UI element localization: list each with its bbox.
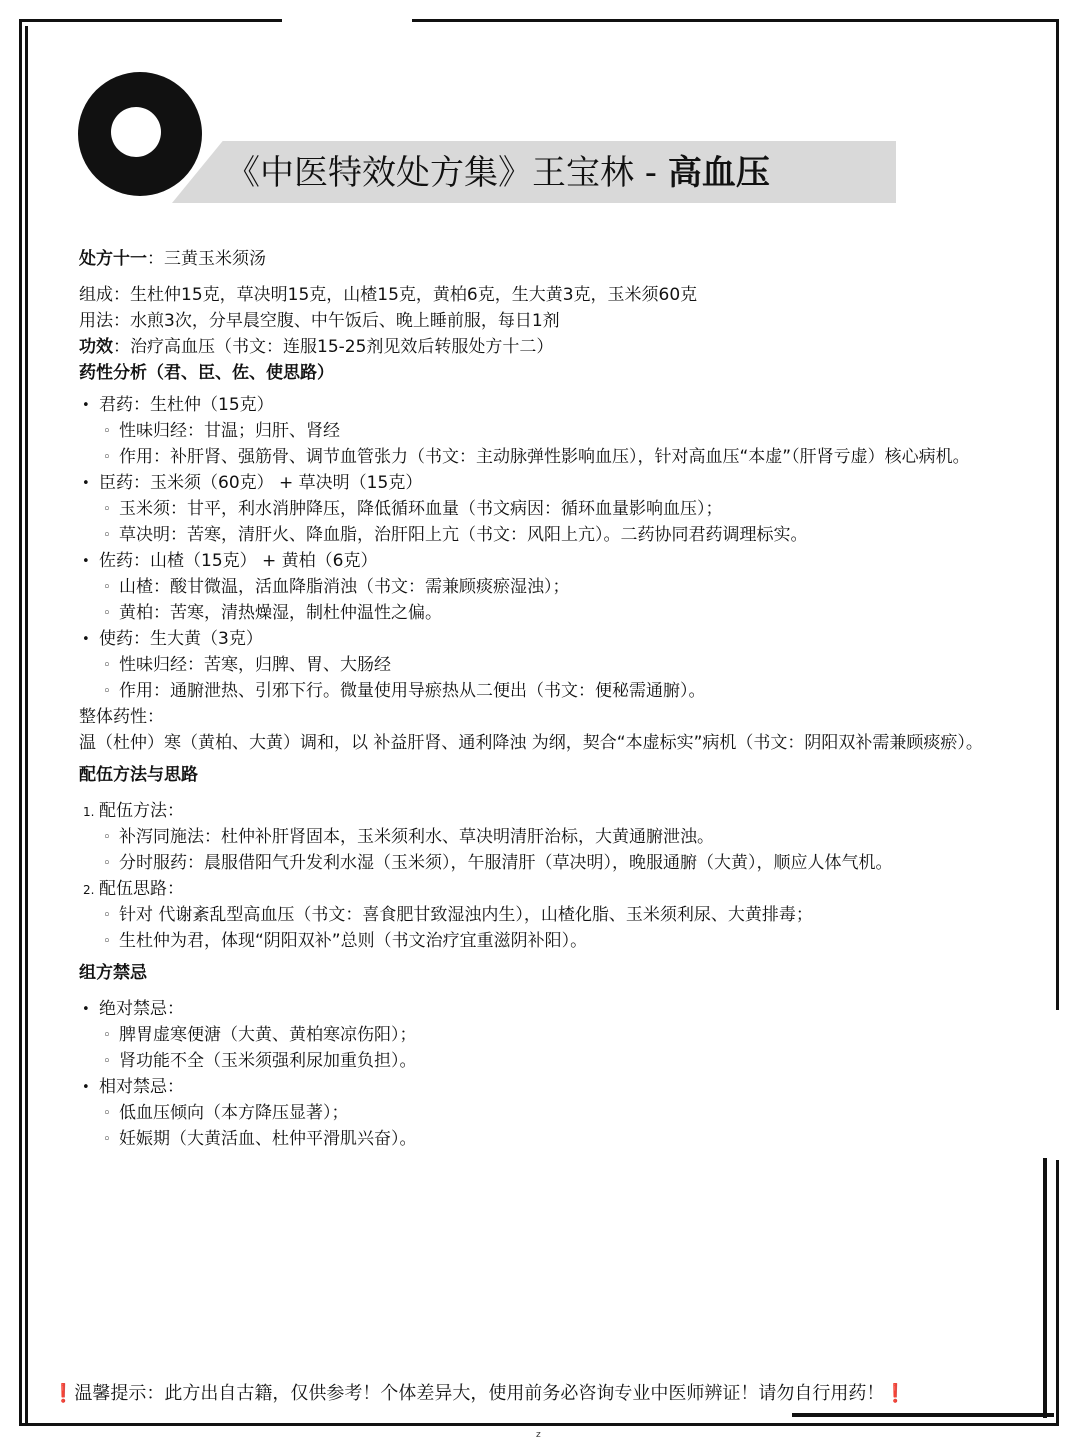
overall-label: 整体药性： <box>79 707 164 727</box>
list-item: ◦ 肾功能不全（玉米须强利尿加重负担）。 <box>79 1048 1049 1074</box>
list-item: ◦ 黄柏：苦寒，清热燥湿，制杜仲温性之偏。 <box>79 600 1049 626</box>
list-item: ◦ 作用：通腑泄热、引邪下行。微量使用导瘀热从二便出（书文：便秘需通腑）。 <box>79 678 1049 704</box>
composition-line: 组成：生杜仲15克，草决明15克，山楂15克，黄柏6克，生大黄3克，玉米须60克 <box>79 285 698 305</box>
list-item-jun: • 君药：生杜仲（15克） <box>79 392 1049 418</box>
frame-gap-top <box>282 16 412 26</box>
numbered-item-title: 配伍思路： <box>99 879 184 899</box>
list-item: ◦ 生杜仲为君，体现“阴阳双补”总则（书文治疗宜重滋阴补阳）。 <box>79 928 1049 954</box>
list-item-relative: • 相对禁忌： <box>79 1074 1049 1100</box>
page-title-bold: 高血压 <box>667 153 770 193</box>
footer-warning <box>52 1380 1032 1408</box>
numbered-item-title: 配伍方法： <box>99 801 184 821</box>
overall-text: 温（杜仲）寒（黄柏、大黄）调和，以 补益肝肾、通利降浊 为纲，契合“本虚标实”病机（书文：阴阳双补需兼顾痰瘀）。 <box>79 733 983 753</box>
efficacy-line <box>79 334 1049 360</box>
footer-warning-text: 温馨提示：此方出自古籍，仅供参考！个体差异大，使用前务必咨询专业中医师辨证！请勿自行用药！ <box>74 1383 885 1404</box>
list-item: ◦ 脾胃虚寒便溏（大黄、黄柏寒凉伤阳）； <box>79 1022 1049 1048</box>
main-content <box>79 246 1049 1152</box>
list-item: ◦ 作用：补肝肾、强筋骨、调节血管张力（书文：主动脉弹性影响血压），针对高血压“本虚”（肝肾亏虚）核心病机。 <box>79 444 1049 470</box>
list-item-chen: • 臣药：玉米须（60克） + 草决明（15克） <box>79 470 1049 496</box>
numbered-item-idea <box>79 876 1049 902</box>
contraindications-heading: 组方禁忌 <box>79 963 147 983</box>
exclamation-icon: ❗ <box>52 1383 75 1404</box>
list-item: ◦ 性味归经：甘温；归肝、肾经 <box>79 418 1049 444</box>
list-item: ◦ 针对 代谢紊乱型高血压（书文：喜食肥甘致湿浊内生），山楂化脂、玉米须利尿、大黄排毒； <box>79 902 1049 928</box>
efficacy-label: 功效 <box>79 337 113 357</box>
frame-mark-right <box>1043 1158 1047 1418</box>
frame-mark-bottom <box>792 1413 1054 1417</box>
prescription-name-label: 处方十一 <box>79 249 147 269</box>
page-mark: z <box>536 1430 541 1440</box>
list-item: ◦ 低血压倾向（本方降压显著）； <box>79 1100 1049 1126</box>
list-item-absolute: • 绝对禁忌： <box>79 996 1049 1022</box>
list-item: ◦ 玉米须：甘平，利水消肿降压，降低循环血量（书文病因：循环血量影响血压）； <box>79 496 1049 522</box>
list-item: ◦ 草决明：苦寒，清肝火、降血脂，治肝阳上亢（书文：风阳上亢）。二药协同君药调理标实。 <box>79 522 1049 548</box>
ring-logo-icon <box>78 72 202 196</box>
list-item: ◦ 山楂：酸甘微温，活血降脂消浊（书文：需兼顾痰瘀湿浊）； <box>79 574 1049 600</box>
list-item: ◦ 性味归经：苦寒，归脾、胃、大肠经 <box>79 652 1049 678</box>
list-item: ◦ 妊娠期（大黄活血、杜仲平滑肌兴奋）。 <box>79 1126 1049 1152</box>
list-item-zuo: • 佐药：山楂（15克） + 黄柏（6克） <box>79 548 1049 574</box>
analysis-heading: 药性分析（君、臣、佐、使思路） <box>79 363 334 383</box>
efficacy-value: ：治疗高血压（书文：连服15-25剂见效后转服处方十二） <box>113 337 554 357</box>
list-item-shi: • 使药：生大黄（3克） <box>79 626 1049 652</box>
page-title <box>226 150 770 196</box>
list-item: ◦ 补泻同施法：杜仲补肝肾固本，玉米须利水、草决明清肝治标，大黄通腑泄浊。 <box>79 824 1049 850</box>
prescription-name <box>79 246 1049 272</box>
compatibility-heading: 配伍方法与思路 <box>79 765 198 785</box>
list-item: ◦ 分时服药：晨服借阳气升发利水湿（玉米须），午服清肝（草决明），晚服通腑（大黄），顺应人体气机。 <box>79 850 1049 876</box>
numbered-item-index: 1. <box>83 805 95 819</box>
exclamation-icon: ❗ <box>884 1383 907 1404</box>
page-title-main: 《中医特效处方集》王宝林 - <box>226 153 668 193</box>
usage-line: 用法：水煎3次，分早晨空腹、中午饭后、晚上睡前服，每日1剂 <box>79 311 560 331</box>
prescription-name-value: ：三黄玉米须汤 <box>147 249 266 269</box>
numbered-item-method <box>79 798 1049 824</box>
numbered-item-index: 2. <box>83 883 95 897</box>
